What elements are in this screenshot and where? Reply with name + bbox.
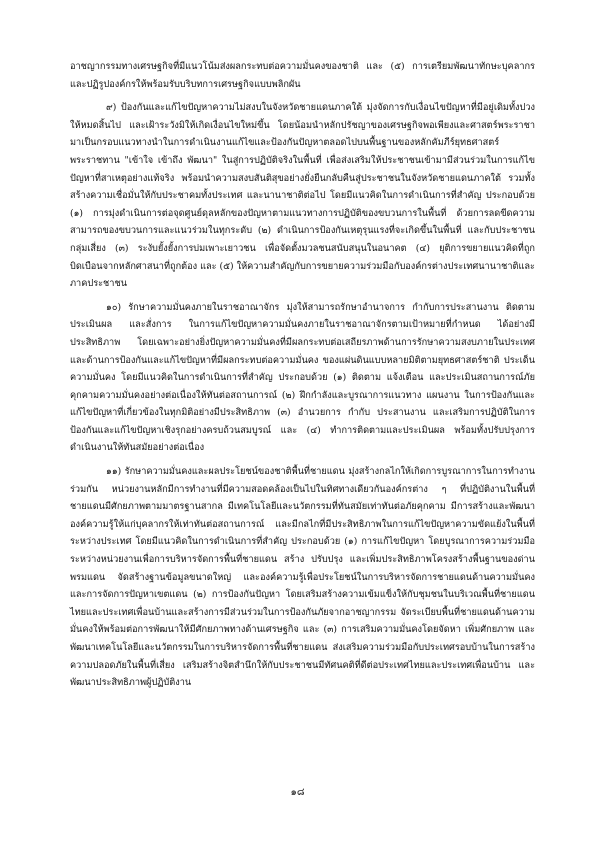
paragraph-item-10: ๑๐) รักษาความมั่นคงภายในราชอาณาจักร มุ่งให้สามารถรักษาอำนาจการ กำกับการประสานงาน ติดตาม ประเมินผล และสั่งการ ในการแก้ไขปัญหาความมั่นคงภายในราชอาณาจักรตามเป้าหมายที่กำหนด ได้อย่างมีประสิทธิภาพ โดยเฉพาะอย่างยิ่งปัญหาความมั่นคงที่มีผลกระทบต่อเสถียรภาพด้านการรักษาความสงบภายในประเทศ และด้านการป้องกันและแก้ไขปัญหาที่มีผลกระทบต่อความมั่นคง ของแผ่นดินแบบหลายมิติตามยุทธศาสตร์ชาติ ประเด็นความมั่นคง โดยมีแนวคิดในการดำเนินการที่สำคัญ ประกอบด้วย (๑) ติดตาม แจ้งเตือน และประเมินสถานการณ์ภัยคุกคามความมั่นคงอย่างต่อเนื่องให้ทันต่อสถานการณ์ (๒) ฝึกกำลังและบูรณาการแนวทาง แผนงาน ในการป้องกันและแก้ไขปัญหาที่เกี่ยวข้องในทุกมิติอย่างมีประสิทธิภาพ (๓) อำนวยการ กำกับ ประสานงาน และเสริมการปฏิบัติในการป้องกันและแก้ไขปัญหาเชิงรุกอย่างครบถ้วนสมบูรณ์ และ (๔) ทำการติดตามและประเมินผล พร้อมทั้งปรับปรุงการดำเนินงานให้ทันสมัยอย่างต่อเนื่อง xyxy=(70,301,535,454)
paragraph-item-11: ๑๑) รักษาความมั่นคงและผลประโยชน์ของชาติพื้นที่ชายแดน มุ่งสร้างกลไกให้เกิดการบูรณาการในการทำงานร่วมกัน หน่วยงานหลักมีการทำงานที่มีความสอดคล้องเป็นไปในทิศทางเดียวกันองค์กรต่าง ๆ ที่ปฏิบัติงานในพื้นที่ชายแดนมีศักยภาพตามมาตรฐานสากล มีเทคโนโลยีและนวัตกรรมที่ทันสมัยเท่าทันต่อภัยคุกคาม มีการสร้างและพัฒนาองค์ความรู้ให้แก่บุคลากรให้เท่าทันต่อสถานการณ์ และมีกลไกที่มีประสิทธิภาพในการแก้ไขปัญหาความขัดแย้งในพื้นที่ระหว่างประเทศ โดยมีแนวคิดในการดำเนินการที่สำคัญ ประกอบด้วย (๑) การแก้ไขปัญหา โดยบูรณาการความร่วมมือระหว่างหน่วยงานเพื่อการบริหารจัดการพื้นที่ชายแดน สร้าง ปรับปรุง และเพิ่มประสิทธิภาพโครงสร้างพื้นฐานของด่านพรมแดน จัดสร้างฐานข้อมูลขนาดใหญ่ และองค์ความรู้เพื่อประโยชน์ในการบริหารจัดการชายแดนด้านความมั่นคง และการจัดการปัญหาเขตแดน (๒) การป้องกันปัญหา โดยเสริมสร้างความเข้มแข็งให้กับชุมชนในบริเวณพื้นที่ชายแดนไทยและประเทศเพื่อนบ้านและสร้างการมีส่วนร่วมในการป้องกันภัยจากอาชญากรรม จัดระเบียบพื้นที่ชายแดนด้านความมั่นคงให้พร้อมต่อการพัฒนาให้มีศักยภาพทางด้านเศรษฐกิจ และ (๓) การเสริมความมั่นคงโดยจัดหา เพิ่มศักยภาพ และพัฒนาเทคโนโลยีและนวัตกรรมในการบริหารจัดการพื้นที่ชายแดน ส่งเสริมความร่วมมือกับประเทศรอบบ้านในการสร้างความปลอดภัยในพื้นที่เสี่ยง เสริมสร้างจิตสำนึกให้กับประชาชนมีทัศนคติที่ดีต่อประเทศไทยและประเทศเพื่อนบ้าน และพัฒนาประสิทธิภาพผู้ปฏิบัติงาน xyxy=(70,466,535,689)
paragraph-continuation: อาชญากรรมทางเศรษฐกิจที่มีแนวโน้มส่งผลกระทบต่อความมั่นคงของชาติ และ (๕) การเตรียมพัฒนาทักษะบุคลากรและปฏิรูปองค์กรให้พร้อมรับบริบทการเศรษฐกิจแบบพลิกผัน xyxy=(70,61,535,90)
page-number: ๑๘ xyxy=(290,787,305,798)
paragraph-item-9: ๙) ป้องกันและแก้ไขปัญหาความไม่สงบในจังหวัดชายแดนภาคใต้ มุ่งจัดการกับเงื่อนไขปัญหาที่มีอยู่เดิมทั้งปวงให้หมดสิ้นไป และเฝ้าระวังมิให้เกิดเงื่อนไขใหม่ขึ้น โดยน้อมนำหลักปรัชญาของเศรษฐกิจพอเพียงและศาสตร์พระราชา มาเป็นกรอบแนวทางนำในการดำเนินงานแก้ไขและป้องกันปัญหาตลอดไปบนพื้นฐานของหลักคัมภีร์ยุทธศาสตร์พระราชทาน "เข้าใจ เข้าถึง พัฒนา" ในสู่การปฏิบัติจริงในพื้นที่ เพื่อส่งเสริมให้ประชาชนเข้ามามีส่วนร่วมในการแก้ไขปัญหาที่สาเหตุอย่างแท้จริง พร้อมนำความสงบสันติสุขอย่างยั่งยืนกลับคืนสู่ประชาชนในจังหวัดชายแดนภาคใต้ รวมทั้งสร้างความเชื่อมั่นให้กับประชาคมทั้งประเทศ และนานาชาติต่อไป โดยมีแนวคิดในการดำเนินการที่สำคัญ ประกอบด้วย (๑) การมุ่งดำเนินการต่อจุดศูนย์ดุลหลักของปัญหาตามแนวทางการปฏิบัติของขบวนการในพื้นที่ ด้วยการลดขีดความสามารถของขบวนการและแนวร่วมในทุกระดับ (๒) ดำเนินการป้องกันเหตุรุนแรงที่จะเกิดขึ้นในพื้นที่ และกับประชาชนกลุ่มเสี่ยง (๓) ระงับยั้งยั้งการบ่มเพาะเยาวชน เพื่อจัดตั้งมวลชนสนับสนุนในอนาคต (๔) ยุติการขยายแนวคิดที่ถูกบิดเบือนจากหลักศาสนาที่ถูกต้อง และ (๕) ให้ความสำคัญกับการขยายความร่วมมือกับองค์กรต่างประเทศนานาชาติและภาคประชาชน xyxy=(70,102,535,290)
